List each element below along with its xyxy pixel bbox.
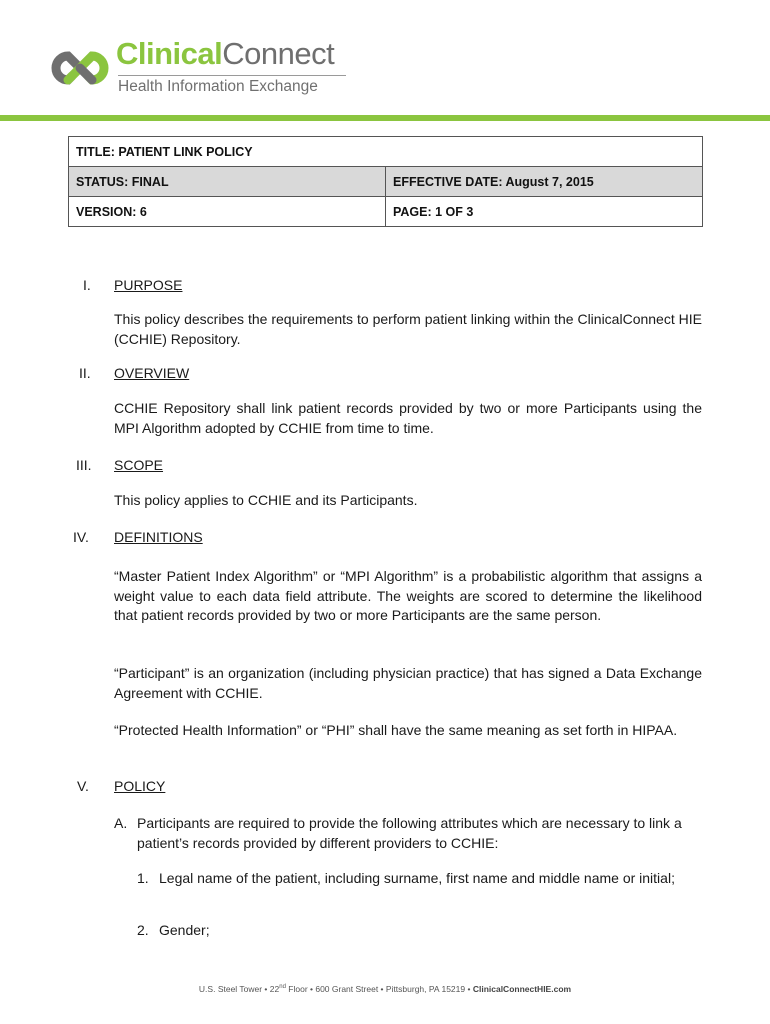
brand-divider	[118, 75, 346, 76]
policy-effective-date: EFFECTIVE DATE: August 7, 2015	[386, 167, 703, 197]
definition-mpi-algorithm: “Master Patient Index Algorithm” or “MPI Algorithm” is a probabilistic algorithm that assigns a weight value to each data field attribute. The weights are scored to determine the likelihood that patient records provided by two or more Participants are the same person.	[114, 568, 702, 623]
section-number: IV.	[73, 529, 89, 545]
definition-participant: “Participant” is an organization (including physician practice) that has signed a Data Exchange Agreement with CCHIE.	[114, 665, 702, 701]
section-number: I.	[83, 277, 91, 293]
footer-address-post: Floor • 600 Grant Street • Pittsburgh, PA 15219 •	[285, 984, 473, 994]
brand-name-clinical: Clinical	[116, 36, 223, 71]
policy-status: STATUS: FINAL	[69, 167, 386, 197]
section-heading-scope: SCOPE	[114, 457, 164, 473]
header-divider	[0, 115, 770, 121]
policy-page-number: PAGE: 1 OF 3	[386, 197, 703, 227]
section-number: V.	[77, 778, 89, 794]
section-heading-purpose: PURPOSE	[114, 277, 183, 293]
brand-name	[116, 36, 334, 72]
brand-name-connect: Connect	[222, 36, 335, 71]
clinicalconnect-logo	[50, 36, 350, 102]
footer-website: ClinicalConnectHIE.com	[472, 984, 572, 994]
interlocking-links-icon	[50, 38, 110, 98]
section-number: II.	[79, 365, 91, 381]
policy-item-number: 2.	[137, 922, 149, 938]
policy-item-gender: Gender;	[159, 922, 210, 938]
section-heading-overview: OVERVIEW	[114, 365, 190, 381]
footer-address-sup: nd	[279, 984, 286, 991]
page-footer	[0, 984, 770, 994]
purpose-text: This policy describes the requirements to perform patient linking within the ClinicalConnect HIE (CCHIE) Repository.	[114, 311, 702, 347]
policy-version: VERSION: 6	[69, 197, 386, 227]
policy-a-text: Participants are required to provide the following attributes which are necessary to link a patient’s records provided by different providers to CCHIE:	[137, 815, 682, 851]
policy-item-legal-name: Legal name of the patient, including surname, first name and middle name or initial;	[159, 870, 675, 886]
policy-info-table	[68, 136, 703, 227]
scope-text: This policy applies to CCHIE and its Participants.	[114, 492, 418, 508]
section-number: III.	[76, 457, 92, 473]
definition-phi: “Protected Health Information” or “PHI” shall have the same meaning as set forth in HIPAA.	[114, 722, 678, 738]
footer-address-pre: U.S. Steel Tower • 22	[198, 984, 280, 994]
section-heading-policy: POLICY	[114, 778, 166, 794]
policy-title: TITLE: PATIENT LINK POLICY	[69, 137, 703, 167]
overview-text: CCHIE Repository shall link patient records provided by two or more Participants using the MPI Algorithm adopted by CCHIE from time to time.	[114, 400, 702, 436]
policy-item-number: 1.	[137, 870, 149, 886]
policy-a-label: A.	[114, 815, 128, 831]
section-heading-definitions: DEFINITIONS	[114, 529, 203, 545]
brand-tagline: Health Information Exchange	[118, 78, 318, 95]
